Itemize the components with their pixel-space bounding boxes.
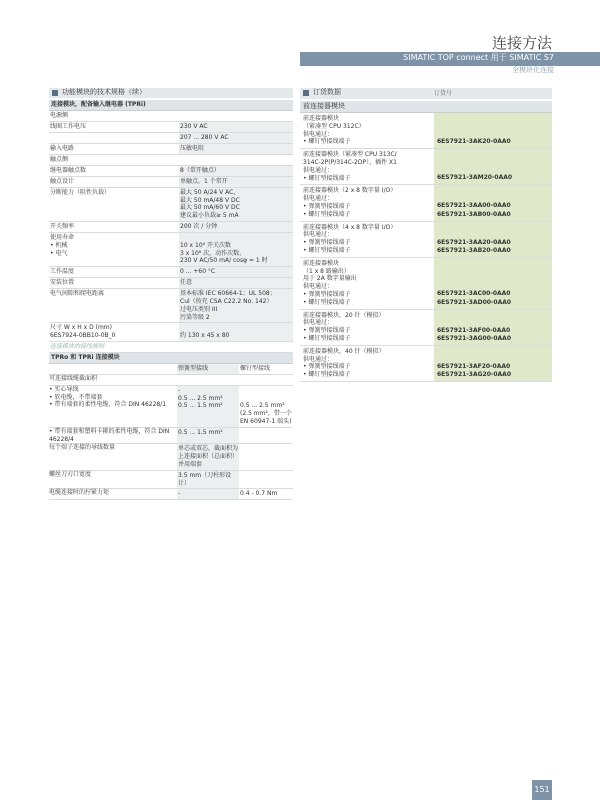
row-value: 单触点，1 个常开: [179, 177, 293, 187]
order-number-cell: [434, 149, 552, 184]
row-value: 最大 50 A/24 V AC， 最大 50 mA/48 V DC 最大 50 mA/60 V DC 建议最小负载≥ 5 mA: [179, 188, 293, 221]
row-value: 10 x 10⁶ 开关次数 3 x 10⁶ 次，动作次数， 230 V AC/50 mA/ cosφ = 1 时: [179, 233, 293, 266]
row-value: 0.4 - 0.7 Nm: [240, 490, 278, 498]
order-data-table: [300, 101, 552, 382]
table-row: [49, 375, 293, 386]
row-value: 3.5 mm（刀柱形设计）: [177, 471, 239, 489]
order-number-header: 订货号: [434, 90, 453, 97]
order-number-cell: [434, 310, 552, 345]
table-row: [49, 289, 293, 323]
header-title: 连接方法: [491, 34, 552, 52]
table-row: [49, 111, 293, 122]
table-row: [49, 144, 293, 155]
col-b-header: 弹簧型接线: [177, 364, 239, 374]
table-row: [49, 471, 293, 490]
right-heading: [300, 88, 552, 99]
table-row: [49, 267, 293, 278]
row-value: [239, 375, 293, 385]
left-heading: [49, 88, 293, 98]
table-row: [49, 122, 293, 133]
order-number: 6ES7921-3AC00-0AA0: [437, 290, 511, 298]
order-number: 6ES7921-3AB20-0AA0: [437, 246, 511, 254]
order-number: 6ES7921-3AF20-0AA0: [437, 362, 511, 370]
left-heading-text: 功能模块的技术规格（续）: [62, 88, 146, 96]
row-value: [179, 111, 293, 121]
row-label: 输入电路: [50, 144, 75, 152]
row-label: 电源侧: [50, 111, 69, 119]
row-label: 触点设计: [50, 177, 75, 185]
row-label: 继电器触点数: [50, 166, 87, 174]
row-value: [239, 444, 293, 469]
table-row: [49, 177, 293, 188]
row-label: 安装位置: [50, 279, 75, 287]
order-number: 6ES7921-3AM20-0AA0: [437, 174, 513, 182]
row-value: 0.5 ... 2.5 mm² (2.5 mm²，带一个 EN 60947-1 端头): [240, 402, 292, 425]
section-title: 前连接器模块: [300, 101, 552, 113]
row-label: 电气间隙和爬电距离: [50, 290, 105, 298]
column-header-row: [49, 364, 293, 375]
square-bullet-icon: [303, 90, 309, 96]
table-row: [49, 278, 293, 289]
order-description: 前连接器模块，40 针（模拟） 供电通过： • 弹簧型接线端子 • 螺钉型接线端子: [303, 347, 385, 379]
row-label: 线圈工作电压: [50, 122, 87, 130]
row-value: 200 次 / 分钟: [179, 222, 293, 232]
table-row: [49, 386, 293, 428]
row-label: 工作温度: [50, 268, 75, 276]
row-value: 230 V AC: [179, 122, 293, 132]
order-item: [300, 346, 552, 382]
row-value: [239, 471, 293, 489]
row-value: 单芯或双芯，截面积为上连接面积（总面积）并用端套: [178, 445, 239, 468]
row-value: 0 ... +60 °C: [179, 267, 293, 277]
page-number: 151: [532, 780, 552, 800]
row-label: 每个端子连接的导线数量: [49, 444, 116, 452]
table-row: [49, 444, 293, 470]
section-title: TPRo 和 TPRi 连接模块: [49, 353, 293, 364]
order-item: [300, 185, 552, 221]
order-number: 6ES7921-3AA00-0AA0: [437, 202, 511, 210]
table-row: [49, 155, 293, 166]
order-description: 前连接器模块（紧凑型 CPU 313C/ 314C-2P(P/314C-2DP），插件 X1 供电通过： • 螺钉型接线端子: [303, 151, 397, 182]
row-value: [239, 428, 293, 444]
section-title: 连接模块，配备输入继电器 (TPRi): [49, 100, 293, 111]
table-row: [49, 166, 293, 177]
order-description: 前连接器模块（4 x 8 数字量 I/O） 供电通过： • 弹簧型接线端子 • 螺钉型接线端子: [303, 223, 397, 255]
table-row: [49, 323, 293, 342]
table-row: [49, 489, 293, 500]
table-row: [49, 233, 293, 267]
italic-title-row: [49, 342, 293, 353]
row-value: 8（常开触点）: [179, 166, 293, 176]
order-item: [300, 149, 552, 185]
row-value: 压敏电阻: [179, 144, 293, 154]
col-a: [49, 364, 177, 374]
order-number: 6ES7921-3AK20-0AA0: [437, 138, 511, 146]
row-label: 尺寸 W x H x D (mm) 6ES7924-0BB10-0B_0: [50, 324, 116, 340]
order-item: [300, 113, 552, 149]
row-label: 触点侧: [50, 155, 69, 163]
tech-spec-table: [49, 100, 293, 500]
table-row: [49, 133, 293, 144]
italic-title: 连接模块的接线规则: [50, 342, 105, 350]
header-subtitle: 全模块化连接: [512, 66, 554, 74]
order-number: 6ES7921-3AG00-0AA0: [437, 334, 512, 342]
row-label: 电缆连接时的拧紧力矩: [49, 489, 110, 497]
order-number: 6ES7921-3AD00-0AA0: [437, 298, 512, 306]
row-value: [179, 155, 293, 165]
order-description: 前连接器模块 （1 x 8 路输出） 用于 2A 数字量输出 供电通过： • 弹簧型接线端子 • 螺钉型接线端子: [303, 259, 357, 306]
header-bar-text: SIMATIC TOP connect 用于 SIMATIC S7: [403, 53, 554, 62]
row-label: • 实心导线 • 软电缆，不带端套 • 带有端套的柔性电缆，符合 DIN 46228/1: [49, 385, 167, 409]
order-number: 6ES7921-3AA20-0AA0: [437, 238, 511, 246]
table-row: [49, 188, 293, 222]
row-label: [49, 133, 179, 143]
row-value: 0.5 ... 1.5 mm²: [177, 428, 239, 444]
row-value: 任意: [179, 278, 293, 288]
order-number-cell: [434, 258, 552, 309]
order-description: 前连接器模块 （紧凑型 CPU 312C） 供电通过： • 螺钉型接线端子: [303, 115, 365, 146]
order-number-cell: [434, 113, 552, 148]
col-c-header: 螺钉型接线: [240, 364, 271, 372]
row-label: 开关频率: [50, 222, 75, 230]
square-bullet-icon: [52, 90, 58, 96]
order-item: [300, 258, 552, 310]
order-number-cell: [434, 346, 552, 381]
row-label: 可连接线缆截面积: [49, 374, 98, 382]
row-label: 使用寿命 • 机械 • 电气: [50, 233, 75, 257]
row-value: 约 130 x 45 x 80: [179, 323, 293, 341]
row-label: 分断能力（阻性负载）: [50, 188, 111, 196]
order-number: 6ES7921-3AF00-0AA0: [437, 326, 511, 334]
row-value: [177, 375, 239, 385]
right-heading-text: 订货数据: [313, 88, 341, 96]
header-bar: [300, 52, 600, 66]
row-label: 螺丝刀刃口宽度: [49, 470, 92, 478]
row-value: -: [177, 489, 239, 499]
order-item: [300, 310, 552, 346]
order-number: 6ES7921-3AG20-0AA0: [437, 370, 512, 378]
table-row: [49, 428, 293, 445]
order-number: 6ES7921-3AB00-0AA0: [437, 210, 511, 218]
order-item: [300, 222, 552, 258]
order-number-cell: [434, 185, 552, 220]
row-value: - 0.5 ... 2.5 mm² 0.5 ... 1.5 mm²: [177, 386, 239, 427]
table-row: [49, 222, 293, 233]
row-value: 基本标准 IEC 60664-1；UL 508； Cul（按充 CSA C22.2 No. 142） 过电压类别 III 污染等级 2: [179, 289, 293, 322]
order-description: 前连接器模块（2 x 8 数字量 I/O） 供电通过： • 弹簧型接线端子 • 螺钉型接线端子: [303, 187, 397, 218]
order-number-cell: [434, 222, 552, 257]
row-value: 207 ... 280 V AC: [179, 133, 293, 143]
row-label: • 带有端套和塑料卡箍的柔性电缆，符合 DIN 46228/4: [49, 427, 170, 443]
order-description: 前连接器模块，20 针（模拟） 供电通过： • 弹簧型接线端子 • 螺钉型接线端子: [303, 311, 385, 343]
